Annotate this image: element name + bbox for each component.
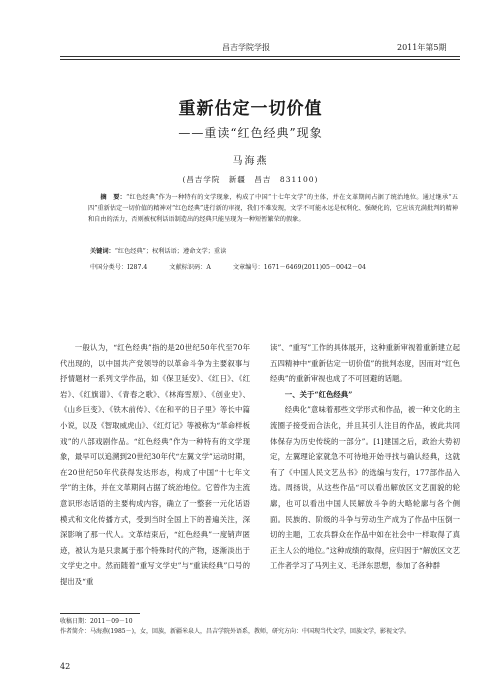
author-bio: 作者简介：马海燕(1985－)，女，回族，新疆米泉人，昌吉学院外语系，教师，研究方向：中国现当代文学，回族文学，影视文学。 (60, 628, 410, 635)
keywords (90, 246, 460, 255)
document-code: 文献标识码：A (169, 264, 211, 271)
article-subtitle: ——重读“红色经典”现象 (178, 126, 323, 140)
received-date: 收稿日期：2011－09－10 (60, 618, 133, 625)
abstract (88, 192, 458, 226)
body-column-left (60, 340, 250, 590)
footnote-rule (60, 613, 140, 614)
body-column-right (270, 340, 460, 574)
keywords-text: “红色经典”；权利话语；遵命文学；重读 (114, 248, 227, 255)
author-affiliation: (昌吉学院 新疆 昌吉 831100) (182, 175, 319, 184)
abstract-text: “红色经典”作为一种特有的文学现象，构成了中国“十七年文学”的主体，并在文革期间占据了统治地位。通过继承“五四”重新估定一切价值的精神对“红色经典”进行新的审视，我们不难发现，文学不可能永远是权利化、强硬化的，它应该充满批判的精神和自由的活力，否则被权利话语制造出的经典只能呈现为一种短暂繁荣的假象。 (88, 194, 458, 224)
article-number: 文章编号：1671－6469(2011)05－0042－04 (232, 264, 366, 271)
issue-number: 2011年第5期 (397, 43, 447, 52)
keywords-label: 关键词： (90, 248, 115, 255)
header-rule (60, 56, 460, 57)
page-number: 42 (60, 662, 71, 671)
section-heading: 一、关于“红色经典” (284, 389, 353, 399)
body-paragraph: 读”、“重写”工作的具体展开，这种重新审视着重新建立起五四精神中“重新估定一切价值”的批判态度，因而对“红色经典”的重新审视也成了不可回避的话题。 (270, 343, 460, 384)
body-paragraph: 一般认为，“红色经典”指的是20世纪50年代至70年代出现的，以中国共产党领导的以革命斗争为主要叙事与抒情题材一系列文学作品，如《保卫延安》、《红日》、《红岩》、《红旗谱》、《青春之歌》、《林海雪原》、《创业史》、《山乡巨变》、《铁木前传》、《在和平的日子里》等长中篇小说，以及《智取威虎山》、《红灯记》等被称为“革命样板戏”的八部戏剧作品。“红色经典”作为一种特有的文学现象，最早可以追溯到20世纪30年代“左翼文学”运动时期，在20世纪50年代获得发达形态，构成了中国“十七年文学”的主体，并在文革期间占据了统治地位。它曾作为主流意识形态话语的主要构成内容，确立了一整套一元化话语模式和文化传播方式，受到当时全国上下的普遍关注，深深影响了那一代人。文革结束后，“红色经典”一度销声匿迹，被认为是只隶属于那个特殊时代的产物，逐渐淡出于文学史之中。然而随着“重写文学史”与“重读经典”口号的提出及“重 (60, 343, 250, 586)
clc-number: 中国分类号：I287.4 (90, 264, 148, 271)
header-rule-thin (60, 59, 460, 60)
journal-name: 昌吉学院学报 (222, 43, 270, 52)
abstract-label: 摘 要： (100, 194, 127, 201)
article-title: 重新估定一切价值 (178, 99, 323, 119)
author-name: 马海燕 (232, 156, 269, 167)
body-paragraph: 经典化”意味着那些文学形式和作品，被一种文化的主流圈子接受而合法化，并且其引人注目的作品，被此共同体保存为历史传统的一部分”。[1]建国之后，政治大势初定，左翼理论家就急不可待地开始寻找与确认经典，这就有了《中国人民文艺丛书》的选编与发行，177部作品入选。周扬说，从这些作品“可以看出解放区文艺面貌的轮廓，也可以看出中国人民解放斗争的大略轮廓与各个侧面。民族的、阶级的斗争与劳动生产成为了作品中压倒一切的主题，工农兵群众在作品中如在社会中一样取得了真正主人公的地位。”这种成绩的取得，应归因于“解放区文艺工作者学习了马列主义、毛泽东思想，参加了各种群 (270, 405, 460, 571)
classification-line (90, 262, 470, 271)
